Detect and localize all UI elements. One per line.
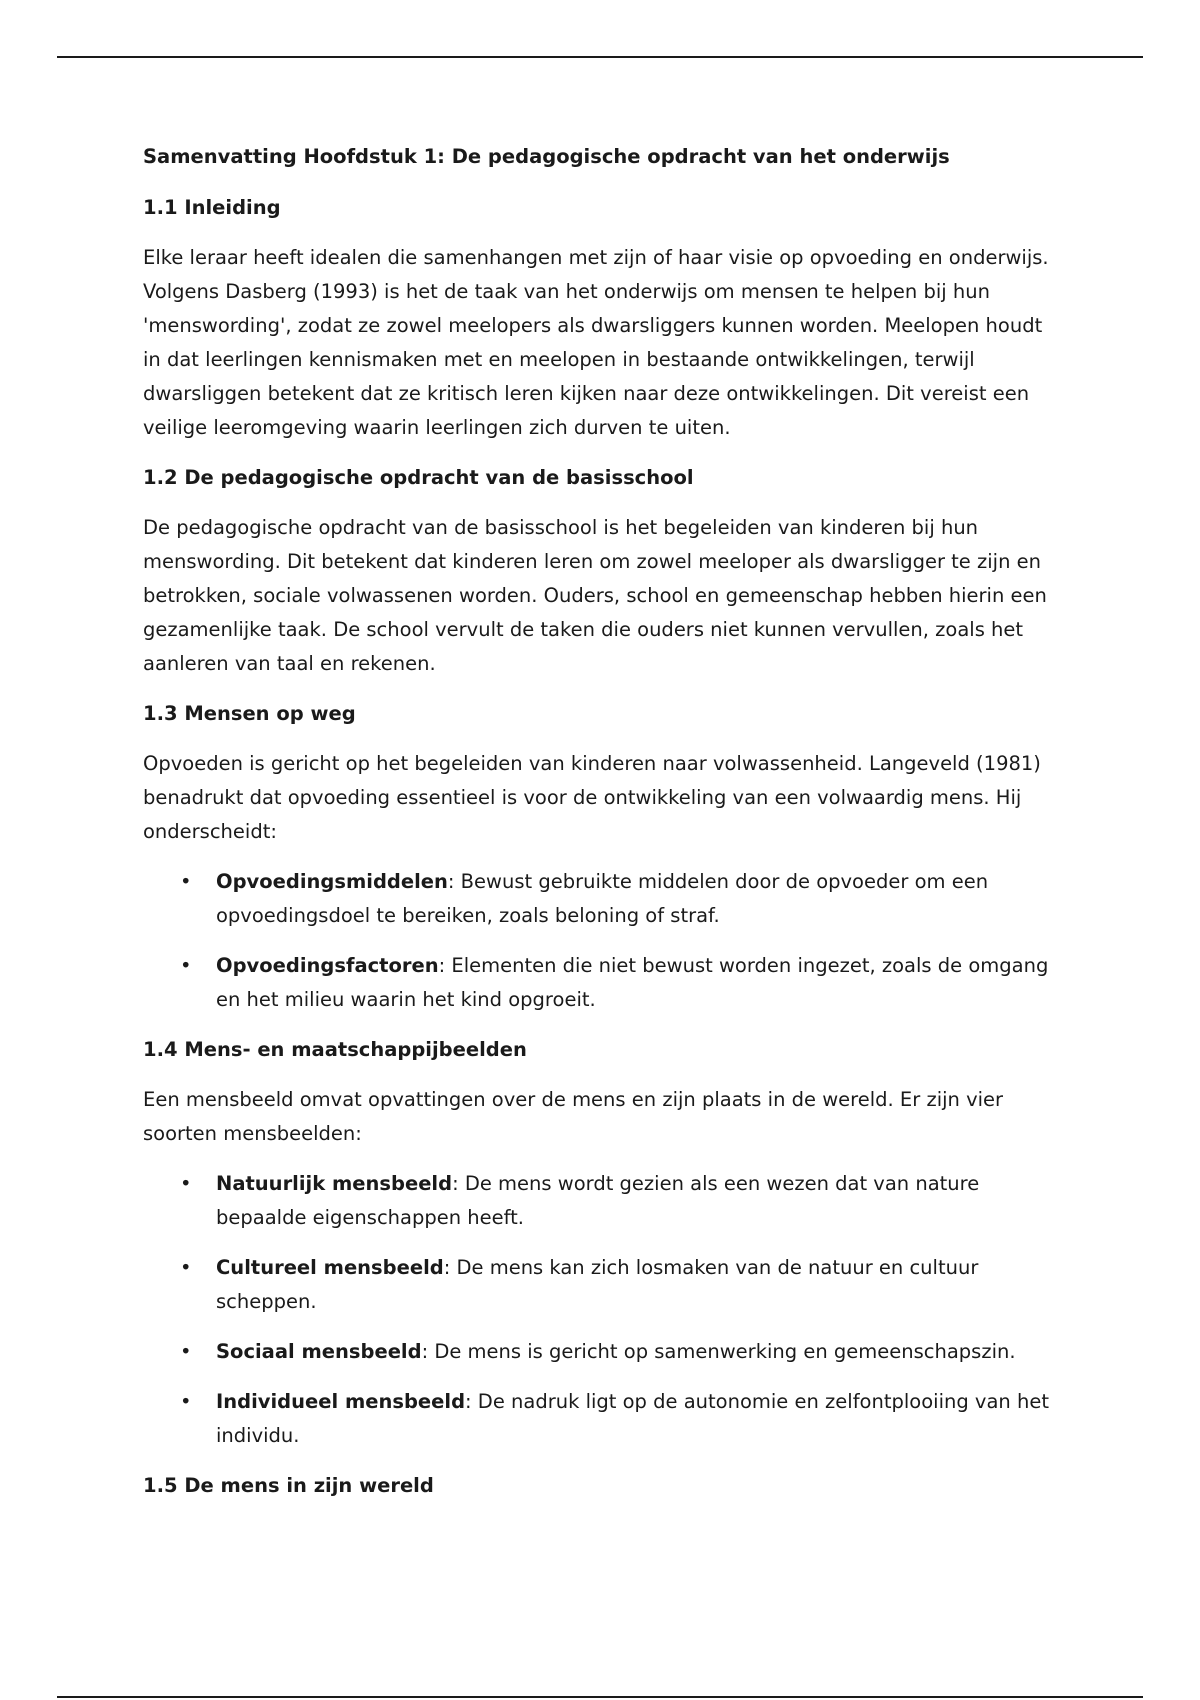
section-paragraph: Elke leraar heeft idealen die samenhangen met zijn of haar visie op opvoeding en onderwijs. Volgens Dasberg (1993) is het de taak van het onderwijs om mensen te helpen bij hun 'menswording', zodat ze zowel meelopers als dwarsliggers kunnen worden. Meelopen houdt in dat leerlingen kennismaken met en meelopen in bestaande ontwikkelingen, terwijl dwarsliggen betekent dat ze kritisch leren kijken naar deze ontwikkelingen. Dit vereist een veilige leeromgeving waarin leerlingen zich durven te uiten. (143, 246, 1049, 439)
list-item-term: Individueel mensbeeld (216, 1390, 466, 1413)
section-1-3 (143, 697, 1063, 1017)
section-heading: 1.3 Mensen op weg (143, 702, 356, 725)
list-item (143, 865, 1063, 933)
list-item (143, 1335, 1063, 1369)
list-item-text: : Elementen die niet bewust worden ingezet, zoals de omgang en het milieu waarin het kind opgroeit. (216, 954, 1049, 1011)
section-1-4 (143, 1033, 1063, 1453)
list-item-term: Natuurlijk mensbeeld (216, 1172, 453, 1195)
bullet-list (143, 1167, 1063, 1453)
section-paragraph: De pedagogische opdracht van de basisschool is het begeleiden van kinderen bij hun menswording. Dit betekent dat kinderen leren om zowel meeloper als dwarsligger te zijn en betrokken, sociale volwassenen worden. Ouders, school en gemeenschap hebben hierin een gezamenlijke taak. De school vervult de taken die ouders niet kunnen vervullen, zoals het aanleren van taal en rekenen. (143, 516, 1047, 675)
list-item-term: Sociaal mensbeeld (216, 1340, 422, 1363)
list-item-text: : De nadruk ligt op de autonomie en zelfontplooiing van het individu. (216, 1390, 1049, 1447)
document-body (143, 140, 1063, 1519)
list-item-text: : De mens wordt gezien als een wezen dat van nature bepaalde eigenschappen heeft. (216, 1172, 980, 1229)
section-heading: 1.5 De mens in zijn wereld (143, 1474, 434, 1497)
bullet-icon: • (180, 1256, 192, 1279)
list-item (143, 949, 1063, 1017)
list-item-term: Opvoedingsmiddelen (216, 870, 448, 893)
section-1-1 (143, 191, 1063, 445)
bullet-icon: • (180, 954, 192, 977)
section-paragraph: Opvoeden is gericht op het begeleiden van kinderen naar volwassenheid. Langeveld (1981) benadrukt dat opvoeding essentieel is voor de ontwikkeling van een volwaardig mens. Hij onderscheidt: (143, 752, 1041, 843)
document-title: Samenvatting Hoofdstuk 1: De pedagogische opdracht van het onderwijs (143, 145, 950, 168)
bullet-icon: • (180, 1172, 192, 1195)
list-item-text: : Bewust gebruikte middelen door de opvoeder om een opvoedingsdoel te bereiken, zoals beloning of straf. (216, 870, 989, 927)
list-item (143, 1167, 1063, 1235)
section-heading: 1.2 De pedagogische opdracht van de basisschool (143, 466, 694, 489)
bottom-rule (57, 1696, 1143, 1698)
section-heading: 1.4 Mens- en maatschappijbeelden (143, 1038, 527, 1061)
list-item-term: Opvoedingsfactoren (216, 954, 439, 977)
bullet-icon: • (180, 1340, 192, 1363)
list-item (143, 1385, 1063, 1453)
section-1-2 (143, 461, 1063, 681)
list-item-text: : De mens is gericht op samenwerking en gemeenschapszin. (421, 1340, 1016, 1363)
list-item (143, 1251, 1063, 1319)
bullet-icon: • (180, 1390, 192, 1413)
list-item-term: Cultureel mensbeeld (216, 1256, 444, 1279)
list-item-text: : De mens kan zich losmaken van de natuur en cultuur scheppen. (216, 1256, 979, 1313)
section-paragraph: Een mensbeeld omvat opvattingen over de mens en zijn plaats in de wereld. Er zijn vier soorten mensbeelden: (143, 1088, 1004, 1145)
top-rule (57, 56, 1143, 58)
bullet-icon: • (180, 870, 192, 893)
section-heading: 1.1 Inleiding (143, 196, 281, 219)
bullet-list (143, 865, 1063, 1017)
section-1-5 (143, 1469, 1063, 1503)
